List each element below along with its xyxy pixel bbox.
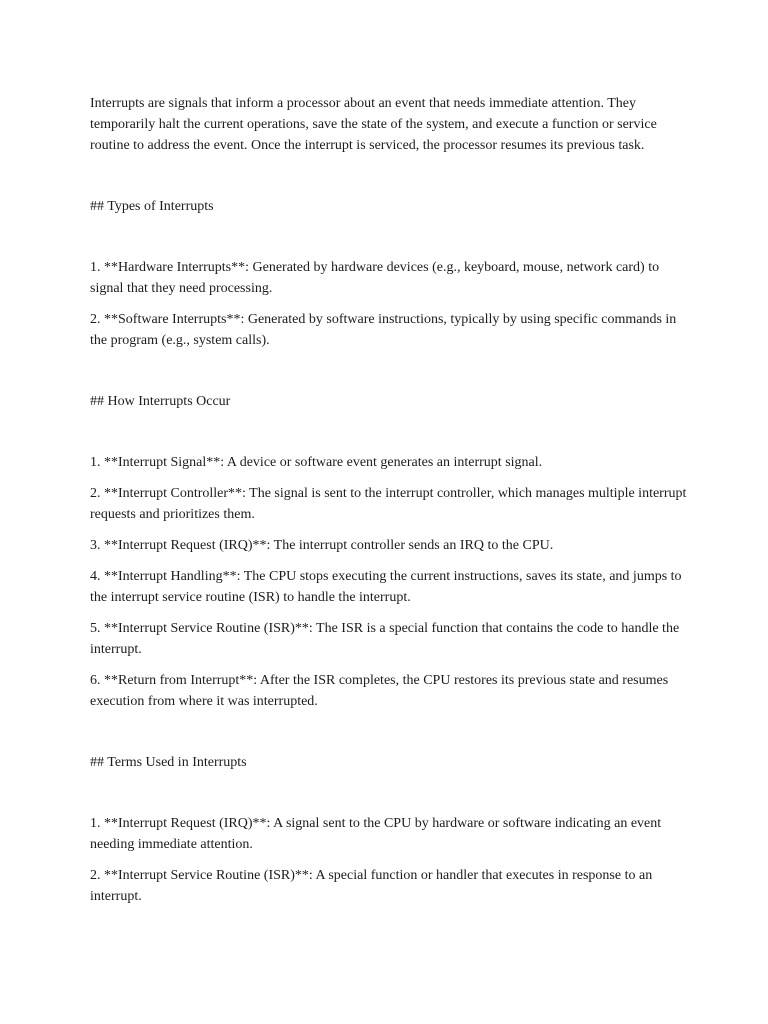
section-heading: ## Terms Used in Interrupts	[90, 755, 247, 770]
section-how-interrupts-occur	[90, 391, 690, 712]
list-item: 2. **Interrupt Service Routine (ISR)**: A special function or handler that executes in response to an interrupt.	[90, 868, 653, 904]
list-item: 2. **Software Interrupts**: Generated by software instructions, typically by using specific commands in the program (e.g., system calls).	[90, 312, 677, 348]
list-item: 1. **Interrupt Request (IRQ)**: A signal sent to the CPU by hardware or software indicating an event needing immediate attention.	[90, 816, 662, 852]
section-heading: ## How Interrupts Occur	[90, 394, 231, 409]
list-item: 5. **Interrupt Service Routine (ISR)**: The ISR is a special function that contains the code to handle the interrupt.	[90, 621, 680, 657]
section-heading: ## Types of Interrupts	[90, 199, 214, 214]
list-item: 4. **Interrupt Handling**: The CPU stops executing the current instructions, saves its state, and jumps to the interrupt service routine (ISR) to handle the interrupt.	[90, 569, 682, 605]
list-item: 6. **Return from Interrupt**: After the ISR completes, the CPU restores its previous state and resumes execution from where it was interrupted.	[90, 673, 669, 709]
list-item: 3. **Interrupt Request (IRQ)**: The interrupt controller sends an IRQ to the CPU.	[90, 538, 554, 553]
list-item: 1. **Hardware Interrupts**: Generated by hardware devices (e.g., keyboard, mouse, network card) to signal that they need processing.	[90, 260, 660, 296]
list-item: 2. **Interrupt Controller**: The signal is sent to the interrupt controller, which manages multiple interrupt requests and prioritizes them.	[90, 486, 687, 522]
list-item: 1. **Interrupt Signal**: A device or software event generates an interrupt signal.	[90, 455, 543, 470]
intro-paragraph: Interrupts are signals that inform a processor about an event that needs immediate attention. They temporarily halt the current operations, save the state of the system, and execute a function or service routine to address the event. Once the interrupt is serviced, the processor resumes its previous task.	[90, 96, 657, 153]
section-terms-used-in-interrupts	[90, 752, 690, 907]
section-types-of-interrupts	[90, 196, 690, 351]
document-body	[90, 93, 690, 917]
